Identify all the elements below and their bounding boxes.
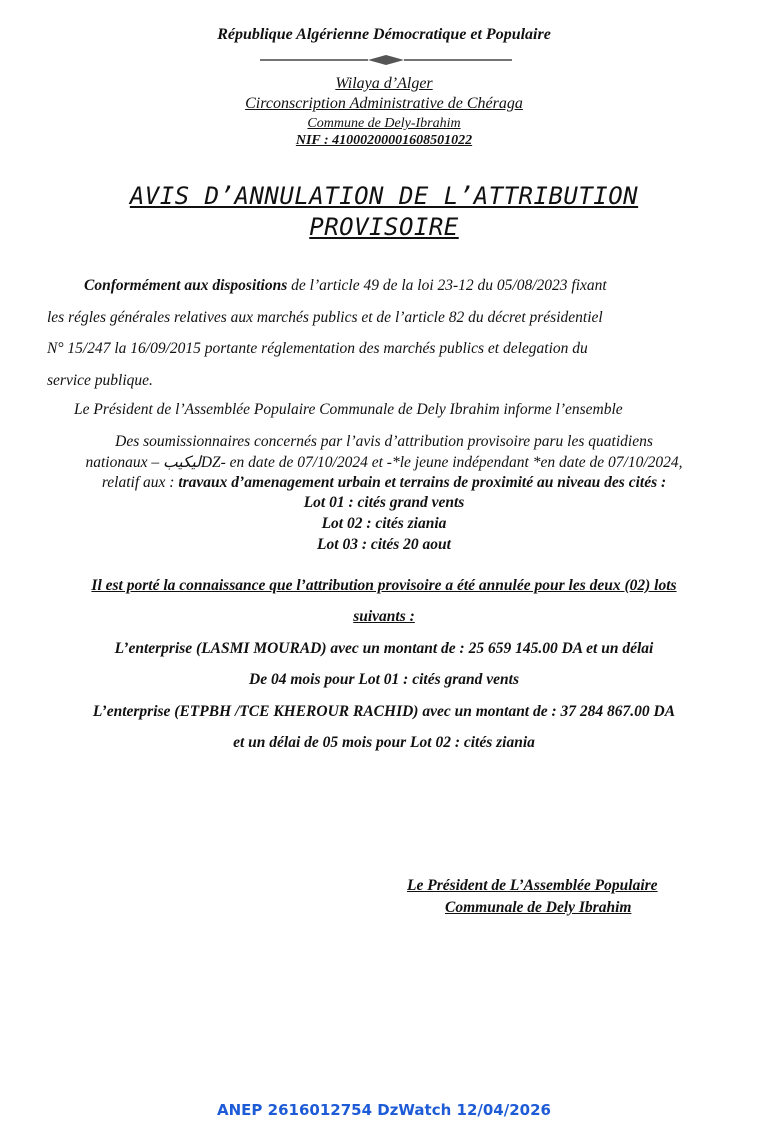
header-ornament-divider xyxy=(258,53,514,67)
notice-title-line2: PROVISOIRE xyxy=(309,213,459,241)
paragraph3-line3-lead: relatif aux : xyxy=(101,474,179,491)
paragraph2: Le Président de l’Assemblée Populaire Communale de Dely Ibrahim informe l’ensemble xyxy=(74,401,623,418)
cancellation-statement-line2: suivants : xyxy=(353,608,415,625)
paragraph1-line1 xyxy=(84,276,607,296)
paragraph1-line2: les régles générales relatives aux marchés publics et de l’article 82 du décret présidentiel xyxy=(47,309,603,326)
cancellation-statement-line1: Il est porté la connaissance que l’attribution provisoire a été annulée pour les deux (02) lots xyxy=(91,577,677,594)
paragraph1-lead: Conformément aux dispositions xyxy=(84,277,288,294)
circonscription-line: Circonscription Administrative de Chéraga xyxy=(245,95,523,112)
republic-heading: République Algérienne Démocratique et Populaire xyxy=(217,26,551,43)
notice-title-line1: AVIS D’ANNULATION DE L’ATTRIBUTION xyxy=(129,182,639,210)
lot-item: Lot 03 : cités 20 aout xyxy=(317,536,451,553)
nif-line: NIF : 41000200001608501022 xyxy=(295,133,473,148)
footer-reference: ANEP 2616012754 DzWatch 12/04/2026 xyxy=(217,1101,551,1119)
paragraph3-line1: Des soumissionnaires concernés par l’avis d’attribution provisoire paru les quatidiens xyxy=(115,433,653,450)
commune-line: Commune de Dely-Ibrahim xyxy=(307,116,461,131)
paragraph1-rest: de l’article 49 de la loi 23-12 du 05/08/2023 fixant xyxy=(287,277,607,294)
enterprise2-line: L’enterprise (ETPBH /TCE KHEROUR RACHID) avec un montant de : 37 284 867.00 DA xyxy=(92,703,676,720)
enterprise1-delay-line: De 04 mois pour Lot 01 : cités grand vents xyxy=(249,671,519,688)
paragraph3-line3 xyxy=(0,473,768,493)
signature-line1: Le Président de L’Assemblée Populaire xyxy=(407,877,658,894)
wilaya-line: Wilaya d’Alger xyxy=(335,75,433,92)
enterprise1-line: L’enterprise (LASMI MOURAD) avec un montant de : 25 659 145.00 DA et un délai xyxy=(114,640,654,657)
paragraph3-line3-works: travaux d’amenagement urbain et terrains de proximité au niveau des cités : xyxy=(178,474,667,491)
paragraph1-line3: N° 15/247 la 16/09/2015 portante réglementation des marchés publics et delegation du xyxy=(47,340,588,357)
paragraph1-line4: service publique. xyxy=(47,372,153,389)
lot-item: Lot 01 : cités grand vents xyxy=(303,494,465,511)
lot-item: Lot 02 : cités ziania xyxy=(321,515,447,532)
paragraph3-line2: nationaux – ليكيبDZ- en date de 07/10/2024 et -*le jeune indépendant *en date de 07/10/2024, xyxy=(85,454,683,471)
enterprise2-delay-line: et un délai de 05 mois pour Lot 02 : cités ziania xyxy=(233,734,535,751)
signature-line2: Communale de Dely Ibrahim xyxy=(445,899,632,916)
